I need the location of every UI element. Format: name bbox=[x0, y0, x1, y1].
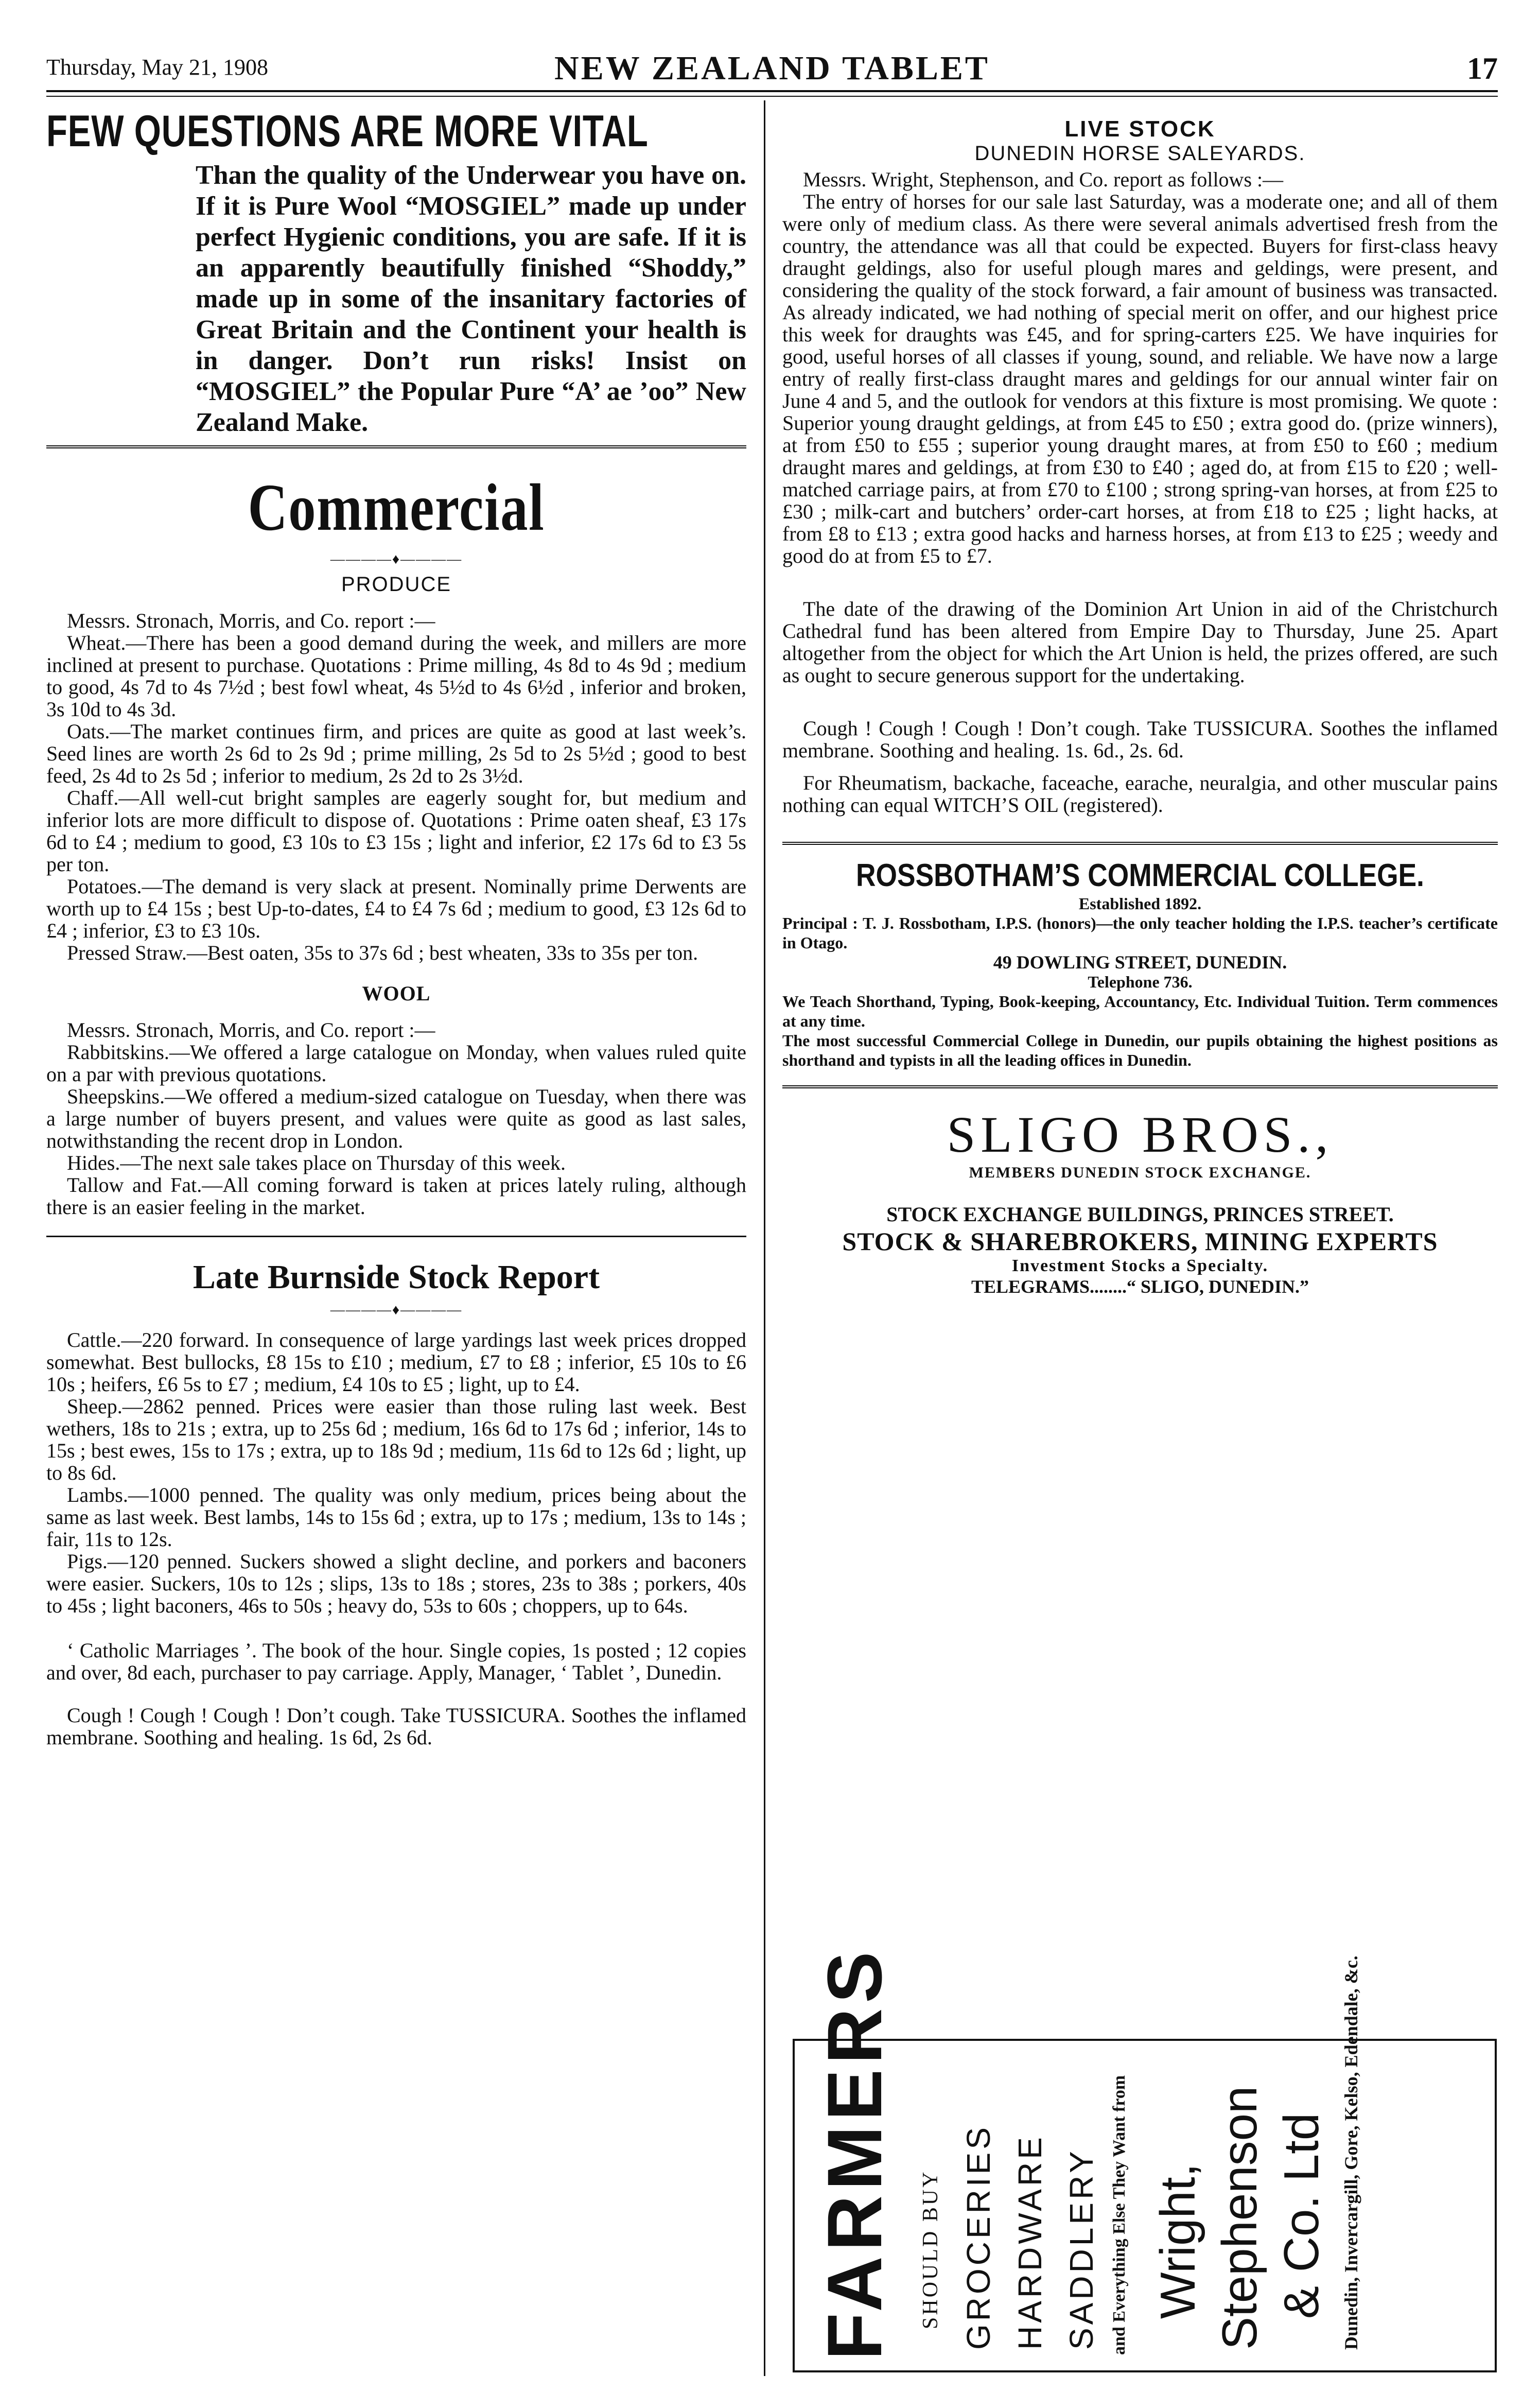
groceries-text: GROCERIES bbox=[960, 2124, 997, 2350]
section-rule bbox=[46, 445, 746, 448]
report-paragraph: Lambs.—1000 penned. The quality was only medium, prices being about the same as last week. Best lambs, 14s to 15s 6d ; extra, up to 17s ; medium, 13s to 14s ; fair, 11s to 12s. bbox=[46, 1483, 746, 1551]
ornament-divider: ————♦———— bbox=[330, 1302, 463, 1318]
wright-text: Wright, bbox=[1150, 2163, 1205, 2319]
report-paragraph: The entry of horses for our sale last Saturday, was a moderate one; and all of them were only of medium class. As there were several animals advertised fresh from the country, the attendance was all that could be expected. Buyers for first-class heavy draught geldings, also for useful plough mares and geldings, were present, and considering the quality of the stock forward, a fair amount of business was transacted. As already indicated, we had nothing of special merit on offer, and our highest price this week for draughts was £45, and for spring-carters £25. We have inquiries for good, useful horses of all classes if young, sound, and reliable. We have now a large entry of really first-class draught mares and geldings for our annual winter fair on June 4 and 5, and the outlook for vendors at this fixture is most promising. We quote : Superior young draught geldings, at from £45 to £50 ; extra good do. (prize winners), at from £50 to £55 ; superior young draught mares, at from £50 to £60 ; medium draught mares and geldings, at from £30 to £40 ; aged do, at from £15 to £20 ; well-matched carriage pairs, at from £70 to £100 ; strong spring-van horses, at from £25 to £30 ; milk-cart and butchers’ order-cart horses, at from £18 to £25 ; light hacks, at from £8 to £13 ; extra good hacks and harness horses, at from £13 to £25 ; weedy and good do at from £5 to £7. bbox=[782, 190, 1498, 567]
wool-report bbox=[46, 1019, 746, 1218]
report-paragraph: Messrs. Stronach, Morris, and Co. report :— bbox=[67, 609, 435, 632]
tussicura-advertisement-right: Cough ! Cough ! Cough ! Don’t cough. Take TUSSICURA. Soothes the inflamed membrane. Soothing and healing. 1s. 6d., 2s. 6d. bbox=[782, 717, 1498, 762]
co-ltd-text: & Co. Ltd bbox=[1274, 2112, 1329, 2319]
report-paragraph: Oats.—The market continues firm, and prices are quite as good at last week’s. Seed lines are worth 2s 6d to 2s 9d ; prime milling, 2s 5d to 2s 5½d ; good to best feed, 2s 4d to 2s 5d ; inferior to medium, 2s 2d to 2s 3½d. bbox=[46, 720, 746, 787]
farmers-advertisement bbox=[793, 1946, 1497, 2372]
mosgiel-headline: FEW QUESTIONS ARE MORE VITAL bbox=[46, 107, 649, 156]
report-paragraph: Potatoes.—The demand is very slack at present. Nominally prime Derwents are worth up to £4 15s ; best Up-to-dates, £4 to £4 7s 6d ; medium to good, £3 12s 6d to £4 ; inferior, £3 to £3 10s. bbox=[46, 875, 746, 942]
saleyards-heading: DUNEDIN HORSE SALEYARDS. bbox=[974, 142, 1306, 165]
sligo-address: STOCK EXCHANGE BUILDINGS, PRINCES STREET. bbox=[886, 1203, 1394, 1226]
issue-date: Thursday, May 21, 1908 bbox=[46, 55, 268, 80]
catholic-marriages-advertisement: ‘ Catholic Marriages ’. The book of the hour. Single copies, 1s posted ; 12 copies and over, 8d each, purchaser to pay carriage. Apply, Manager, ‘ Tablet ’, Dunedin. bbox=[46, 1639, 746, 1684]
rossbotham-principal: Principal : T. J. Rossbotham, I.P.S. (honors)—the only teacher holding the I.P.S. teacher’s certificate in Otago. bbox=[782, 914, 1498, 952]
report-paragraph: Sheepskins.—We offered a medium-sized catalogue on Tuesday, when there was a large number of buyers present, and values were quite as good as last sales, notwithstanding the recent drop in London. bbox=[46, 1085, 746, 1152]
hardware-text: HARDWARE bbox=[1011, 2134, 1048, 2350]
left-column bbox=[46, 103, 746, 1748]
produce-heading: PRODUCE bbox=[341, 573, 452, 596]
everything-text: and Everything Else They Want from bbox=[1110, 2075, 1129, 2355]
rossbotham-established: Established 1892. bbox=[1078, 894, 1202, 913]
report-paragraph: Hides.—The next sale takes place on Thursday of this week. bbox=[67, 1151, 566, 1174]
sligo-specialty: Investment Stocks a Specialty. bbox=[1011, 1256, 1269, 1275]
section-rule bbox=[46, 1236, 746, 1237]
report-paragraph: Messrs. Wright, Stephenson, and Co. report as follows :— bbox=[803, 168, 1284, 191]
report-paragraph: Wheat.—There has been a good demand during the week, and millers are more inclined at present to purchase. Quotations : Prime milling, 4s 8d to 4s 9d ; medium to good, 4s 7d to 4s 7½d ; best fowl wheat, 4s 5½d to 4s 6½d , inferior and broken, 3s 10d to 4s 3d. bbox=[46, 631, 746, 721]
column-divider bbox=[764, 100, 765, 2376]
report-paragraph: Pressed Straw.—Best oaten, 35s to 37s 6d ; best wheaten, 33s to 35s per ton. bbox=[67, 941, 698, 964]
rossbotham-claim: The most successful Commercial College in Dunedin, our pupils obtaining the highest positions as shorthand and typists in all the leading offices in Dunedin. bbox=[782, 1031, 1498, 1069]
sligo-telegrams: TELEGRAMS........“ SLIGO, DUNEDIN.” bbox=[971, 1276, 1309, 1297]
report-paragraph: Sheep.—2862 penned. Prices were easier than those ruling last week. Best wethers, 18s to 21s ; extra, up to 25s 6d ; medium, 16s 6d to 17s 6d ; inferior, 14s to 15s ; best ewes, 15s to 17s ; extra, up to 18s 9d ; medium, 11s 6d to 12s 6d ; light, up to 8s 6d. bbox=[46, 1395, 746, 1484]
masthead-rule bbox=[46, 96, 1498, 97]
wool-heading: WOOL bbox=[362, 982, 431, 1005]
live-stock-heading: LIVE STOCK bbox=[1064, 116, 1216, 142]
burnside-heading: Late Burnside Stock Report bbox=[192, 1258, 600, 1296]
live-stock-report bbox=[782, 168, 1498, 567]
newspaper-title: NEW ZEALAND TABLET bbox=[554, 49, 990, 87]
burnside-report bbox=[46, 1329, 746, 1617]
report-paragraph: Messrs. Stronach, Morris, and Co. report :— bbox=[67, 1018, 435, 1042]
sligo-business: STOCK & SHAREBROKERS, MINING EXPERTS bbox=[842, 1227, 1438, 1256]
report-paragraph: Tallow and Fat.—All coming forward is taken at prices lately ruling, although there is an easier feeling in the market. bbox=[46, 1173, 746, 1219]
farmers-headline: FARMERS bbox=[811, 1946, 898, 2360]
rossbotham-title: ROSSBOTHAM’S COMMERCIAL COLLEGE. bbox=[856, 858, 1424, 893]
rossbotham-telephone: Telephone 736. bbox=[1088, 973, 1193, 991]
commercial-heading: Commercial bbox=[248, 471, 545, 545]
mosgiel-advertisement bbox=[46, 106, 746, 448]
art-union-notice: The date of the drawing of the Dominion Art Union in aid of the Christchurch Cathedral fund has been altered from Empire Day to Thursday, June 25. Apart altogether from the object for which the Art Union is held, the prizes offered, are such as ought to secure generous support for the undertaking. bbox=[782, 597, 1498, 687]
report-paragraph: Cattle.—220 forward. In consequence of large yardings last week prices dropped somewhat. Best bullocks, £8 15s to £10 ; medium, £7 to £8 ; inferior, £5 10s to £6 10s ; heifers, £6 5s to £7 ; medium, £4 10s to £5 ; light, up to £4. bbox=[46, 1328, 746, 1396]
right-column bbox=[782, 103, 1498, 1297]
report-paragraph: Rabbitskins.—We offered a large catalogue on Monday, when values ruled quite on a par with previous quotations. bbox=[46, 1041, 746, 1086]
report-paragraph: Chaff.—All well-cut bright samples are eagerly sought for, but medium and inferior lots are more difficult to dispose of. Quotations : Prime oaten sheaf, £3 17s 6d to £4 ; medium to good, £3 10s to £3 15s ; light and inferior, £2 17s 6d to £3 5s per ton. bbox=[46, 786, 746, 876]
stephenson-text: Stephenson bbox=[1212, 2086, 1267, 2350]
should-buy-text: SHOULD BUY bbox=[919, 2170, 942, 2329]
sligo-title: SLIGO BROS., bbox=[947, 1106, 1334, 1163]
sligo-advertisement bbox=[782, 1085, 1498, 1297]
produce-report bbox=[46, 610, 746, 964]
report-paragraph: Pigs.—120 penned. Suckers showed a slight decline, and porkers and baconers were easier. Suckers, 10s to 12s ; slips, 13s to 18s ; stores, 23s to 38s ; porkers, 40s to 45s ; light baconers, 46s to 50s ; heavy do, 53s to 60s ; choppers, up to 64s. bbox=[46, 1550, 746, 1617]
locations-text: Dunedin, Invercargill, Gore, Kelso, Edendale, &c. bbox=[1341, 1955, 1361, 2350]
ornament-divider: ————♦———— bbox=[330, 551, 463, 567]
saddlery-text: SADDLERY bbox=[1063, 2148, 1100, 2350]
mosgiel-body: Than the quality of the Underwear you have on. If it is Pure Wool “MOSGIEL” made up under perfect Hygienic conditions, you are safe. If it is an apparently beautifully finished “Shoddy,” made up in some of the insanitary factories of Great Britain and the Continent your health is in danger. Don’t run risks! Insist on “MOSGIEL” the Popular Pure “A’ ae ’oo” New Zealand Make. bbox=[196, 161, 746, 437]
sligo-members: MEMBERS DUNEDIN STOCK EXCHANGE. bbox=[969, 1164, 1311, 1181]
masthead bbox=[46, 49, 1498, 92]
tussicura-advertisement: Cough ! Cough ! Cough ! Don’t cough. Take TUSSICURA. Soothes the inflamed membrane. Soothing and healing. 1s 6d, 2s 6d. bbox=[46, 1704, 746, 1749]
rossbotham-advertisement bbox=[782, 842, 1498, 1070]
rossbotham-address: 49 DOWLING STREET, DUNEDIN. bbox=[993, 952, 1287, 973]
rossbotham-subjects: We Teach Shorthand, Typing, Book-keeping, Accountancy, Etc. Individual Tuition. Term commences at any time. bbox=[782, 992, 1498, 1030]
page-number: 17 bbox=[1467, 51, 1498, 85]
witchs-oil-advertisement: For Rheumatism, backache, faceache, earache, neuralgia, and other muscular pains nothing can equal WITCH’S OIL (registered). bbox=[782, 771, 1498, 817]
